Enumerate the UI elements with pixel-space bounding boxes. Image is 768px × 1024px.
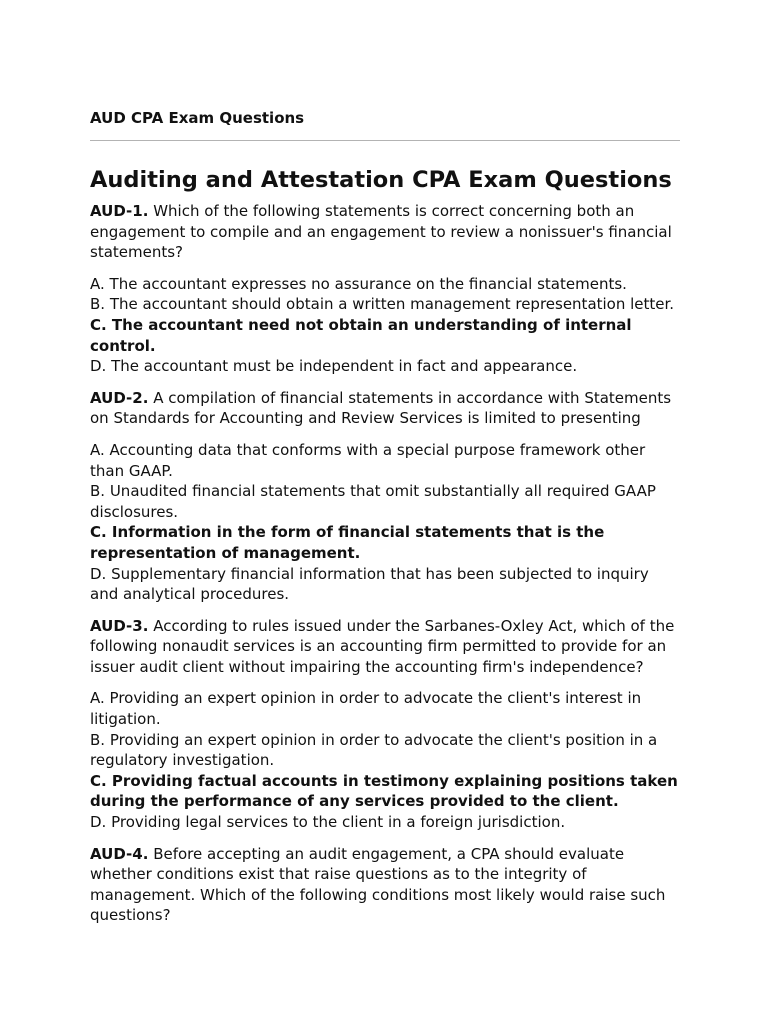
question-text: Which of the following statements is correct concerning both an engagement to compile and an engagement to review a nonissuer's financial statements? — [90, 202, 672, 262]
question-aud-3 — [90, 616, 680, 678]
question-id: AUD-2. — [90, 388, 149, 407]
answer-option-a: A. Accounting data that conforms with a special purpose framework other than GAAP. — [90, 440, 646, 480]
question-block — [90, 844, 680, 926]
answer-option-d: D. Providing legal services to the client in a foreign jurisdiction. — [90, 813, 566, 832]
section-title: Auditing and Attestation CPA Exam Questions — [90, 167, 672, 193]
question-id: AUD-1. — [90, 202, 149, 220]
answer-options — [90, 440, 680, 605]
question-text: Before accepting an audit engagement, a CPA should evaluate whether conditions exist that raise questions as to the integrity of management. Which of the following conditions most likely would raise such questions? — [90, 844, 666, 925]
answer-option-c-correct: C. Providing factual accounts in testimony explaining positions taken during the performance of any services provided to the client. — [90, 771, 678, 811]
answer-option-d: D. Supplementary financial information that has been subjected to inquiry and analytical procedures. — [90, 564, 649, 604]
answer-option-d: D. The accountant must be independent in fact and appearance. — [90, 357, 578, 376]
question-id: AUD-3. — [90, 616, 149, 635]
answer-option-c-correct: C. The accountant need not obtain an understanding of internal control. — [90, 315, 632, 355]
title-divider — [90, 140, 680, 141]
question-aud-1 — [90, 201, 680, 263]
question-block — [90, 616, 680, 833]
answer-option-b: B. The accountant should obtain a written management representation letter. — [90, 295, 675, 314]
question-aud-4 — [90, 844, 680, 926]
document-title: AUD CPA Exam Questions — [90, 109, 305, 127]
answer-options — [90, 688, 680, 832]
answer-option-b: B. Unaudited financial statements that omit substantially all required GAAP disclosures. — [90, 482, 656, 521]
answer-options — [90, 274, 680, 377]
question-block — [90, 201, 680, 377]
question-text: According to rules issued under the Sarbanes-Oxley Act, which of the following nonaudit services is an accounting firm permitted to provide for an issuer audit client without impairing the accounting firm's independence? — [90, 616, 675, 676]
question-aud-2 — [90, 388, 680, 429]
question-block — [90, 388, 680, 605]
question-id: AUD-4. — [90, 844, 149, 863]
document-content — [90, 108, 680, 926]
answer-option-a: A. Providing an expert opinion in order to advocate the client's interest in litigation. — [90, 689, 642, 729]
answer-option-c-correct: C. Information in the form of financial statements that is the representation of management. — [90, 523, 605, 562]
question-text: A compilation of financial statements in accordance with Statements on Standards for Accounting and Review Services is limited to presenting — [90, 388, 672, 428]
answer-option-a: A. The accountant expresses no assurance on the financial statements. — [90, 274, 627, 293]
answer-option-b: B. Providing an expert opinion in order to advocate the client's position in a regulatory investigation. — [90, 730, 658, 770]
